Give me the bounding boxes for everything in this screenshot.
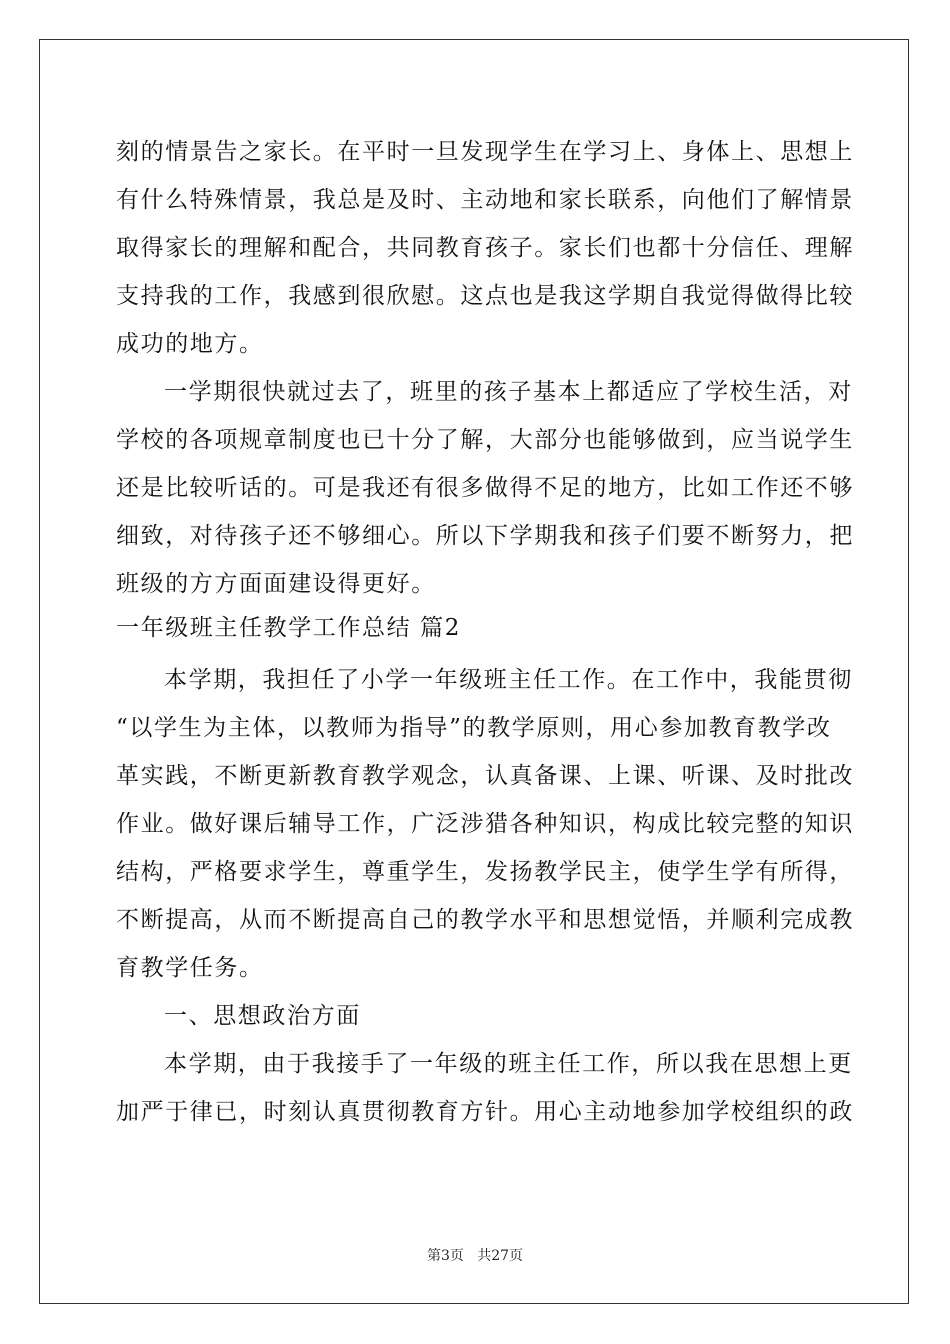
paragraph-line: 有什么特殊情景，我总是及时、主动地和家长联系，向他们了解情景 — [116, 187, 854, 213]
paragraph-line: 不断提高，从而不断提高自己的教学水平和思想觉悟，并顺利完成教 — [116, 907, 854, 933]
paragraph-line: 育教学任务。 — [116, 955, 264, 981]
page-footer — [0, 1245, 950, 1265]
paragraph-line: 刻的情景告之家长。在平时一旦发现学生在学习上、身体上、思想上 — [116, 139, 854, 165]
document-body — [116, 128, 854, 1136]
paragraph-line: 一学期很快就过去了，班里的孩子基本上都适应了学校生活，对 — [164, 379, 853, 405]
paragraph-line: 革实践，不断更新教育教学观念，认真备课、上课、听课、及时批改 — [116, 763, 854, 789]
paragraph-line: 支持我的工作，我感到很欣慰。这点也是我这学期自我觉得做得比较 — [116, 283, 854, 309]
paragraph-line: 取得家长的理解和配合，共同教育孩子。家长们也都十分信任、理解 — [116, 235, 854, 261]
paragraph-line: 成功的地方。 — [116, 331, 264, 357]
page-number: 第3页 共27页 — [426, 1248, 524, 1264]
paragraph-line: “以学生为主体，以教师为指导”的教学原则，用心参加教育教学改 — [116, 715, 832, 741]
section-heading: 一年级班主任教学工作总结 篇2 — [116, 615, 461, 641]
paragraph-line: 加严于律已，时刻认真贯彻教育方针。用心主动地参加学校组织的政 — [116, 1099, 854, 1125]
paragraph-line: 本学期，由于我接手了一年级的班主任工作，所以我在思想上更 — [164, 1051, 853, 1077]
paragraph-line: 学校的各项规章制度也已十分了解，大部分也能够做到，应当说学生 — [116, 427, 854, 453]
paragraph-line: 本学期，我担任了小学一年级班主任工作。在工作中，我能贯彻 — [164, 667, 853, 693]
paragraph-line: 还是比较听话的。可是我还有很多做得不足的地方，比如工作还不够 — [116, 475, 854, 501]
paragraph-line: 班级的方方面面建设得更好。 — [116, 571, 436, 597]
paragraph-line: 结构，严格要求学生，尊重学生，发扬教学民主，使学生学有所得， — [116, 859, 854, 885]
subsection-heading: 一、思想政治方面 — [164, 1003, 361, 1029]
paragraph-line: 细致，对待孩子还不够细心。所以下学期我和孩子们要不断努力，把 — [116, 523, 854, 549]
paragraph-line: 作业。做好课后辅导工作，广泛涉猎各种知识，构成比较完整的知识 — [116, 811, 854, 837]
